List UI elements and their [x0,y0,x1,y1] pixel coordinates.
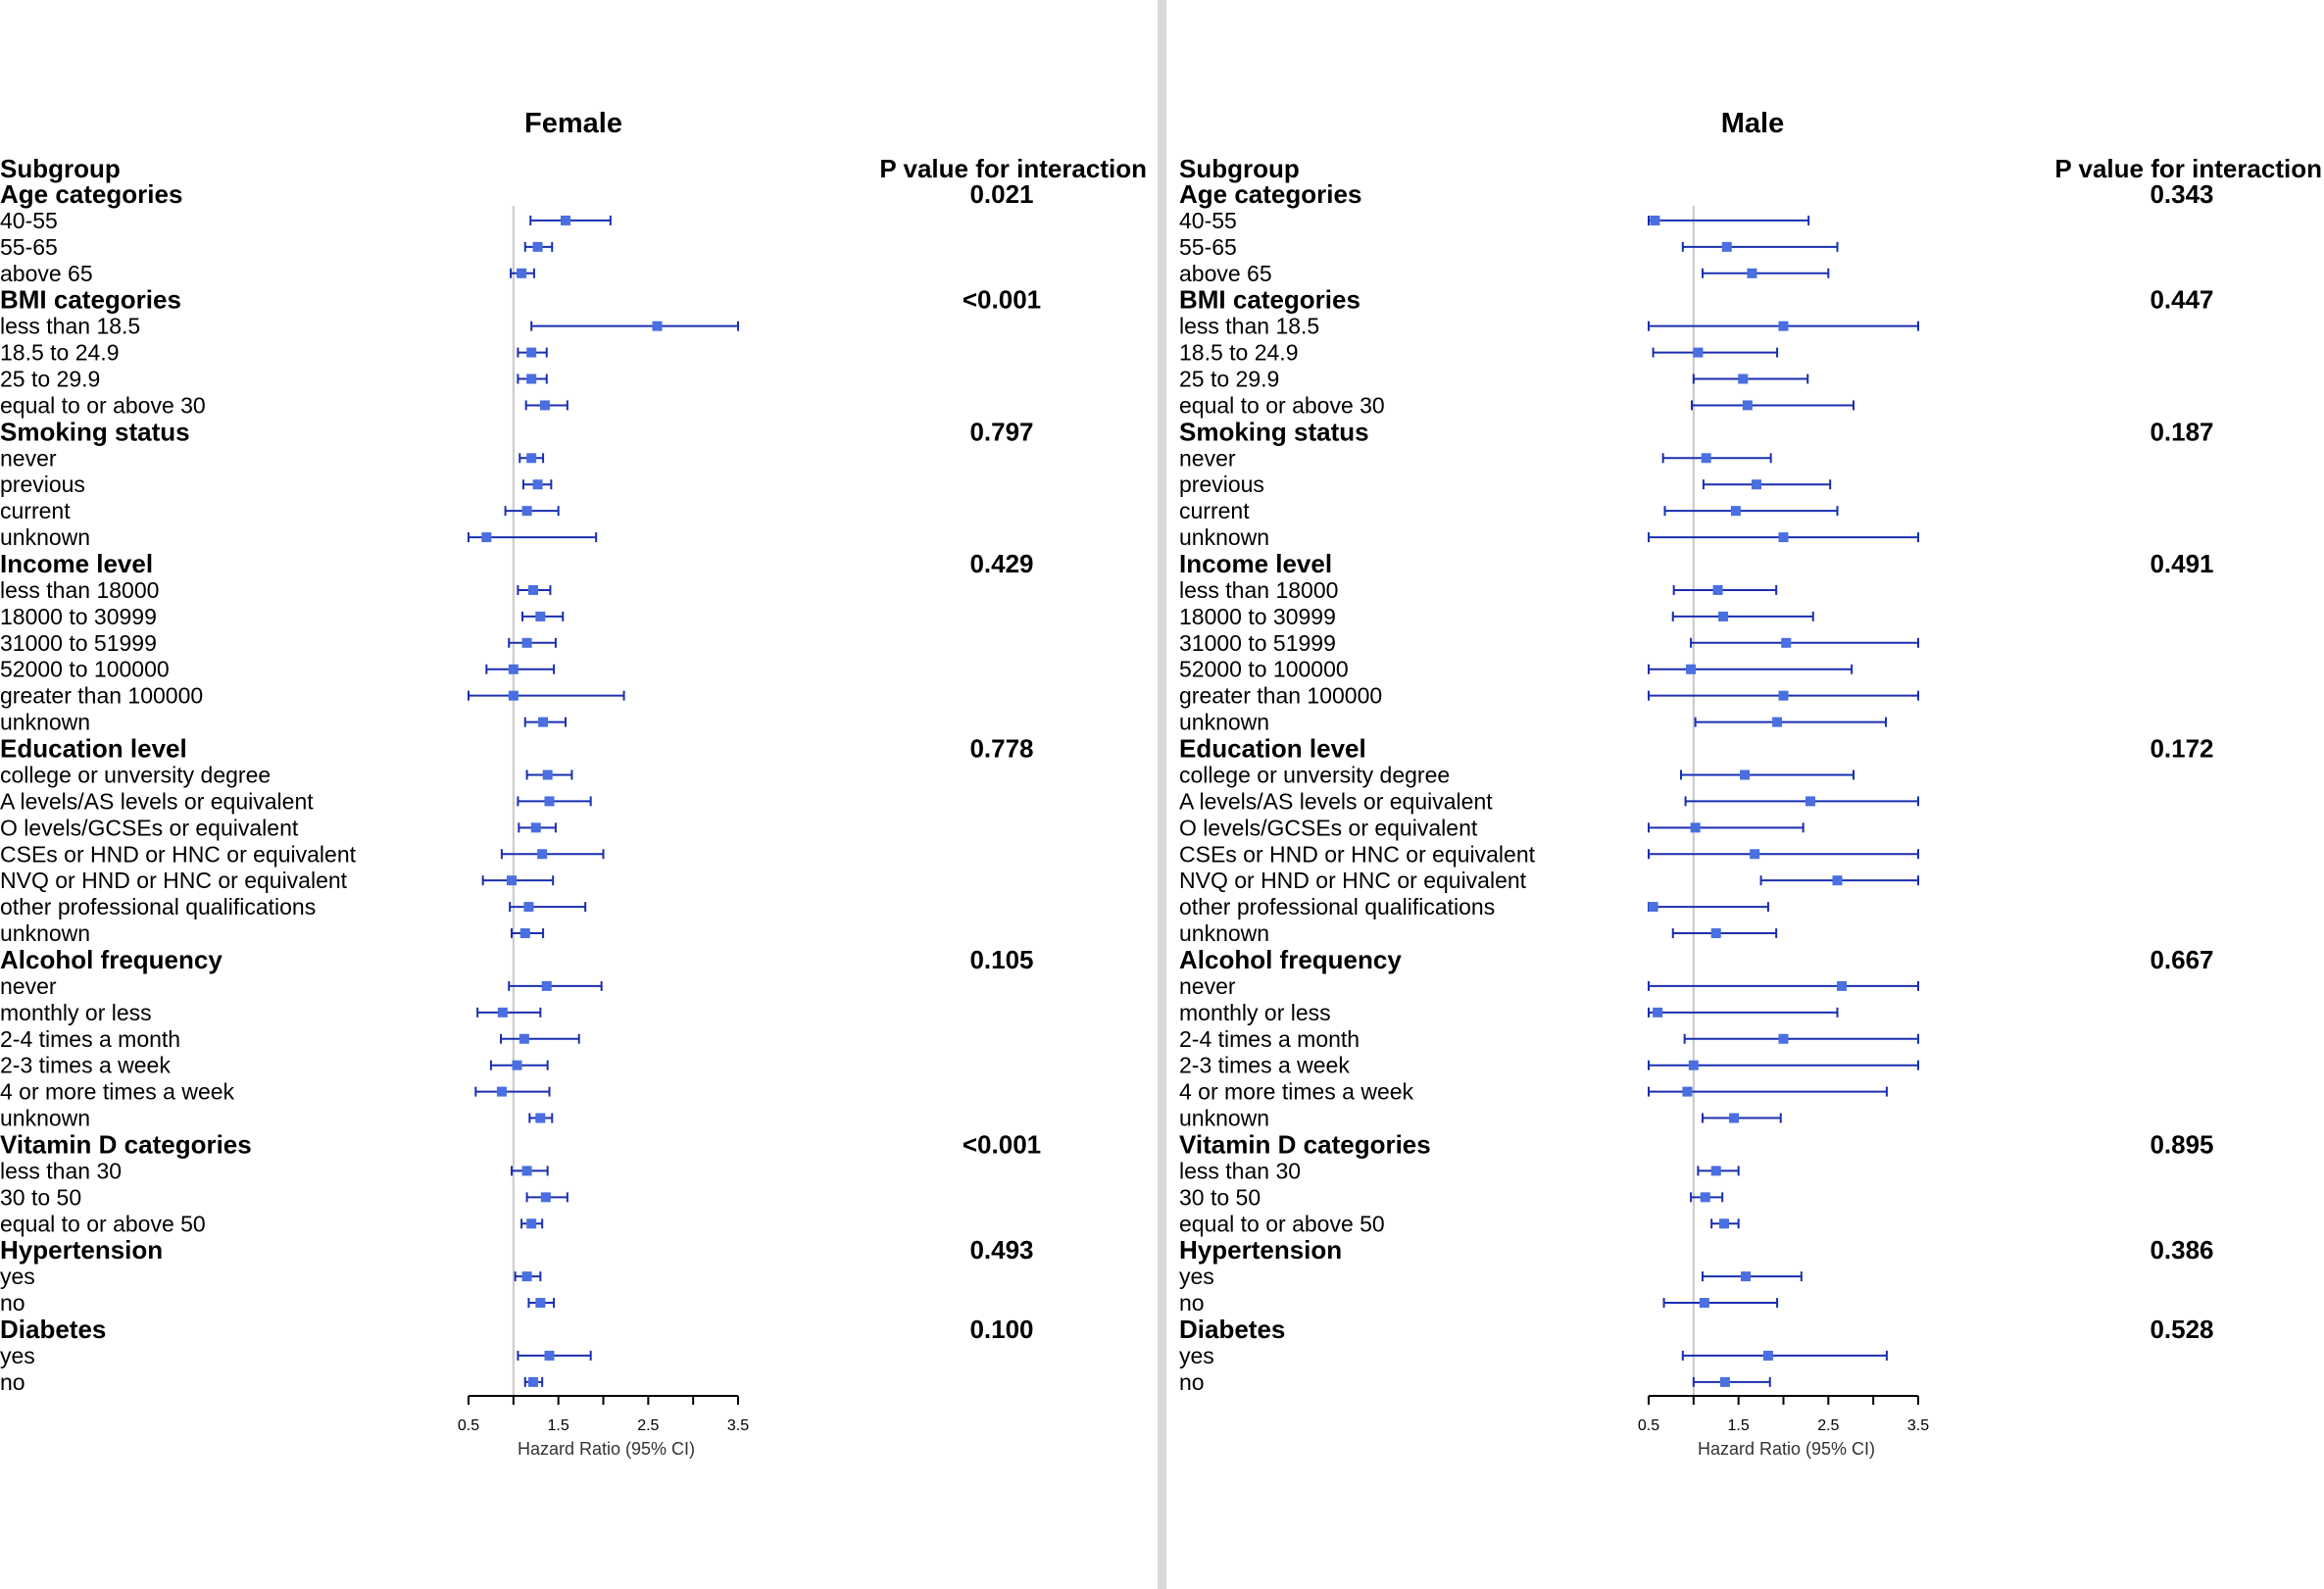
hr-point [1711,1166,1721,1175]
p-value: 0.105 [969,944,1034,974]
subgroup-label: unknown [1179,524,1270,551]
x-tick-label: 3.5 [726,1417,750,1434]
p-value: <0.001 [962,1129,1042,1160]
p-value: 0.386 [2150,1235,2214,1266]
hr-point [509,665,519,674]
p-value: 0.493 [969,1235,1034,1266]
hr-point [528,1377,538,1387]
subgroup-label: no [1179,1368,1205,1395]
subgroup-label: NVQ or HND or HNC or equivalent [1179,868,1527,894]
hr-point [1743,400,1753,410]
hr-point [1747,269,1756,278]
female-panel [0,108,1147,1459]
subgroup-label: 31000 to 51999 [1179,629,1336,656]
subgroup-label: unknown [0,709,91,735]
hr-point [1719,1218,1729,1228]
subgroup-label: 18000 to 30999 [0,603,157,629]
p-value: 0.528 [2150,1314,2214,1344]
male-panel [1179,108,2322,1459]
hr-point [535,612,545,621]
hr-point [509,691,519,701]
hr-point [1731,506,1741,516]
x-axis-title: Hazard Ratio (95% CI) [1697,1439,1876,1459]
group-label: Education level [0,733,187,764]
subgroup-label: unknown [1179,920,1270,947]
subgroup-label: 2-3 times a week [1179,1052,1350,1078]
group-label: Hypertension [1179,1235,1343,1266]
subgroup-label: 55-65 [0,233,58,260]
p-value: 0.778 [969,733,1034,764]
hr-point [1779,1034,1789,1044]
subgroup-label: yes [1179,1264,1214,1290]
subgroup-label: 40-55 [0,207,58,233]
subgroup-label: greater than 100000 [0,682,204,709]
group-label: Diabetes [0,1314,107,1344]
subgroup-label: 4 or more times a week [1179,1078,1414,1105]
hr-point [1779,532,1789,542]
p-value: 0.172 [2150,733,2214,764]
subgroup-label: never [1179,445,1236,472]
subgroup-label: less than 30 [1179,1158,1302,1184]
subgroup-label: unknown [0,920,91,947]
hr-point [537,849,547,859]
hr-point [526,453,536,463]
subgroup-label: 2-4 times a month [0,1025,181,1052]
hr-point [522,638,532,648]
subgroup-label: college or unversity degree [0,762,272,788]
hr-point [1689,1061,1699,1070]
hr-point [498,1008,508,1018]
hr-point [1713,585,1723,595]
hr-point [561,216,570,225]
subgroup-label: never [1179,972,1236,999]
subgroup-label: unknown [0,1105,91,1131]
subgroup-label: 2-4 times a month [1179,1025,1360,1052]
hr-point [533,479,543,489]
subgroup-label: yes [0,1342,35,1368]
hr-point [522,1271,532,1281]
subgroup-label: 18.5 to 24.9 [0,339,120,366]
subgroup-label: less than 18.5 [1179,313,1320,339]
hr-point [533,242,543,252]
hr-point [1738,374,1748,384]
hr-point [545,1351,555,1361]
hr-point [1693,348,1703,358]
p-value: 0.797 [969,417,1034,447]
hr-point [520,928,530,938]
hr-point [519,1034,529,1044]
panel-title: Male [1720,108,1785,139]
group-label: Income level [0,549,154,579]
subgroup-label: 52000 to 100000 [1179,656,1349,682]
subgroup-label: CSEs or HND or HNC or equivalent [0,841,357,868]
hr-point [1805,796,1815,806]
hr-point [522,506,532,516]
hr-point [1718,612,1728,621]
hr-point [497,1087,507,1097]
hr-point [1740,770,1750,779]
subgroup-label: less than 18000 [0,576,160,603]
hr-point [1779,691,1789,701]
p-value: 0.021 [969,179,1034,209]
hr-point [1702,453,1711,463]
hr-point [1779,322,1789,331]
x-tick-label: 2.5 [1817,1417,1840,1434]
subgroup-label: yes [0,1264,35,1290]
group-label: Age categories [0,179,183,209]
hr-point [507,875,517,885]
panel-title: Female [524,108,622,139]
subgroup-label: unknown [1179,1105,1270,1131]
subgroup-label: college or unversity degree [1179,762,1451,788]
subgroup-label: 2-3 times a week [0,1052,171,1078]
subgroup-label: 55-65 [1179,233,1237,260]
hr-point [1650,216,1659,225]
hr-point [1772,718,1782,727]
p-value: 0.491 [2150,549,2214,579]
panel-divider [1158,0,1166,1589]
subgroup-label: no [1179,1290,1205,1316]
subgroup-label: O levels/GCSEs or equivalent [0,815,299,841]
subgroup-label: 52000 to 100000 [0,656,170,682]
x-tick-label: 1.5 [1727,1417,1750,1434]
subgroup-label: no [0,1368,25,1395]
hr-point [535,1114,545,1123]
subgroup-label: monthly or less [0,999,152,1025]
subgroup-label: other professional qualifications [0,894,317,920]
subgroup-label: less than 18000 [1179,576,1339,603]
subgroup-label: no [0,1290,25,1316]
p-value: 0.447 [2150,284,2214,315]
hr-point [517,269,526,278]
p-value: 0.100 [969,1314,1034,1344]
subgroup-label: 40-55 [1179,207,1237,233]
hr-point [1833,875,1843,885]
x-tick-label: 0.5 [457,1417,480,1434]
subgroup-label: O levels/GCSEs or equivalent [1179,815,1478,841]
subgroup-label: NVQ or HND or HNC or equivalent [0,868,348,894]
hr-point [1682,1087,1692,1097]
hr-point [526,1218,536,1228]
group-label: Hypertension [0,1235,164,1266]
hr-point [1720,1377,1730,1387]
subgroup-label: equal to or above 30 [0,392,206,419]
hr-point [1781,638,1791,648]
p-value: 0.667 [2150,944,2214,974]
p-value: 0.429 [969,549,1034,579]
subgroup-label: never [0,972,57,999]
hr-point [1722,242,1732,252]
x-axis-title: Hazard Ratio (95% CI) [517,1439,696,1459]
hr-point [531,822,541,832]
group-label: Education level [1179,733,1366,764]
subgroup-label: other professional qualifications [1179,894,1496,920]
subgroup-label: previous [0,472,85,498]
hr-point [1752,479,1761,489]
subgroup-label: 4 or more times a week [0,1078,235,1105]
group-label: BMI categories [0,284,181,315]
subgroup-label: A levels/AS levels or equivalent [1179,788,1493,815]
subgroup-label: less than 30 [0,1158,123,1184]
pvalue-header: P value for interaction [879,154,1147,183]
subgroup-label: never [0,445,57,472]
p-value: <0.001 [962,284,1042,315]
subgroup-label: above 65 [1179,260,1272,286]
subgroup-label: 30 to 50 [0,1184,82,1211]
group-label: Smoking status [1179,417,1369,447]
subgroup-label: greater than 100000 [1179,682,1383,709]
group-label: Vitamin D categories [1179,1129,1431,1160]
hr-point [653,322,663,331]
hr-point [1701,1192,1710,1202]
hr-point [481,532,491,542]
subgroup-label: previous [1179,472,1264,498]
group-label: Income level [1179,549,1333,579]
subgroup-label: 18.5 to 24.9 [1179,339,1299,366]
x-tick-label: 1.5 [547,1417,569,1434]
hr-point [535,1298,545,1308]
group-label: Vitamin D categories [0,1129,252,1160]
subgroup-label: 18000 to 30999 [1179,603,1336,629]
hr-point [1729,1114,1739,1123]
subgroup-label: 25 to 29.9 [1179,366,1280,392]
subgroup-label: equal to or above 30 [1179,392,1385,419]
hr-point [545,796,555,806]
hr-point [538,718,548,727]
p-value: 0.895 [2150,1129,2214,1160]
subgroup-label: CSEs or HND or HNC or equivalent [1179,841,1536,868]
hr-point [513,1061,522,1070]
x-tick-label: 3.5 [1906,1417,1930,1434]
group-label: Diabetes [1179,1314,1286,1344]
hr-point [1837,981,1847,991]
hr-point [1741,1271,1751,1281]
hr-point [543,770,553,779]
hr-point [1763,1351,1773,1361]
hr-point [542,981,552,991]
hr-point [1686,665,1696,674]
group-label: Alcohol frequency [1179,944,1402,974]
group-label: Alcohol frequency [0,944,223,974]
subgroup-label: 31000 to 51999 [0,629,157,656]
subgroup-label: yes [1179,1342,1214,1368]
x-tick-label: 0.5 [1637,1417,1660,1434]
group-label: BMI categories [1179,284,1360,315]
hr-point [526,348,536,358]
hr-point [522,1166,532,1175]
subgroup-label: less than 18.5 [0,313,141,339]
subgroup-label: A levels/AS levels or equivalent [0,788,314,815]
hr-point [1691,822,1701,832]
hr-point [1711,928,1721,938]
subgroup-label: equal to or above 50 [0,1211,206,1237]
subgroup-label: equal to or above 50 [1179,1211,1385,1237]
pvalue-header: P value for interaction [2054,154,2322,183]
subgroup-label: current [0,498,71,524]
p-value: 0.343 [2150,179,2214,209]
hr-point [540,400,550,410]
subgroup-label: 30 to 50 [1179,1184,1261,1211]
hr-point [523,902,533,912]
hr-point [1750,849,1759,859]
subgroup-header: Subgroup [1179,154,1300,183]
hr-point [541,1192,551,1202]
x-tick-label: 2.5 [637,1417,660,1434]
hr-point [1649,902,1658,912]
group-label: Age categories [1179,179,1362,209]
subgroup-header: Subgroup [0,154,121,183]
p-value: 0.187 [2150,417,2214,447]
subgroup-label: monthly or less [1179,999,1331,1025]
hr-point [1700,1298,1709,1308]
subgroup-label: unknown [0,524,91,551]
group-label: Smoking status [0,417,190,447]
subgroup-label: unknown [1179,709,1270,735]
subgroup-label: current [1179,498,1250,524]
subgroup-label: 25 to 29.9 [0,366,101,392]
hr-point [1653,1008,1662,1018]
hr-point [526,374,536,384]
subgroup-label: above 65 [0,260,93,286]
hr-point [528,585,538,595]
